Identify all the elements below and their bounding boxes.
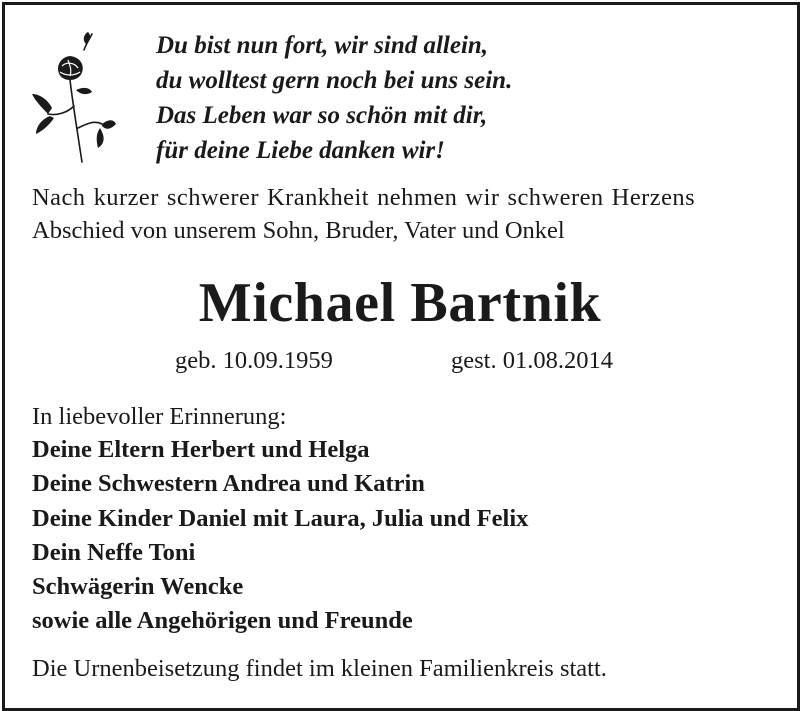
intro-line-1: Nach kurzer schwerer Krankheit nehmen wir schweren Herzens: [32, 184, 696, 211]
rose-icon: [30, 28, 116, 164]
poem: [156, 28, 512, 168]
death-date: gest. 01.08.2014: [451, 347, 613, 374]
poem-line: für deine Liebe danken wir!: [156, 137, 445, 164]
burial-notice: Die Urnenbeisetzung findet im kleinen Familienkreis statt.: [32, 655, 607, 682]
memory-heading: In liebevoller Erinnerung:: [32, 403, 287, 430]
mourner-line: Dein Neffe Toni: [32, 538, 196, 566]
mourner-line: Deine Eltern Herbert und Helga: [32, 436, 370, 463]
poem-line: du wolltest gern noch bei uns sein.: [156, 67, 513, 94]
intro-line-2: Abschied von unserem Sohn, Bruder, Vater und Onkel: [32, 217, 565, 244]
poem-line: Du bist nun fort, wir sind allein,: [156, 32, 489, 59]
mourner-line: sowie alle Angehörigen und Freunde: [32, 607, 413, 635]
mourner-line: Deine Schwestern Andrea und Katrin: [32, 470, 425, 498]
birth-date: geb. 10.09.1959: [175, 347, 333, 374]
deceased-name: Michael Bartnik: [198, 272, 602, 334]
poem-line: Das Leben war so schön mit dir,: [156, 102, 488, 129]
mourner-line: Deine Kinder Daniel mit Laura, Julia und Felix: [32, 504, 529, 532]
mourners-list: [32, 433, 528, 639]
mourner-line: Schwägerin Wencke: [32, 573, 244, 601]
